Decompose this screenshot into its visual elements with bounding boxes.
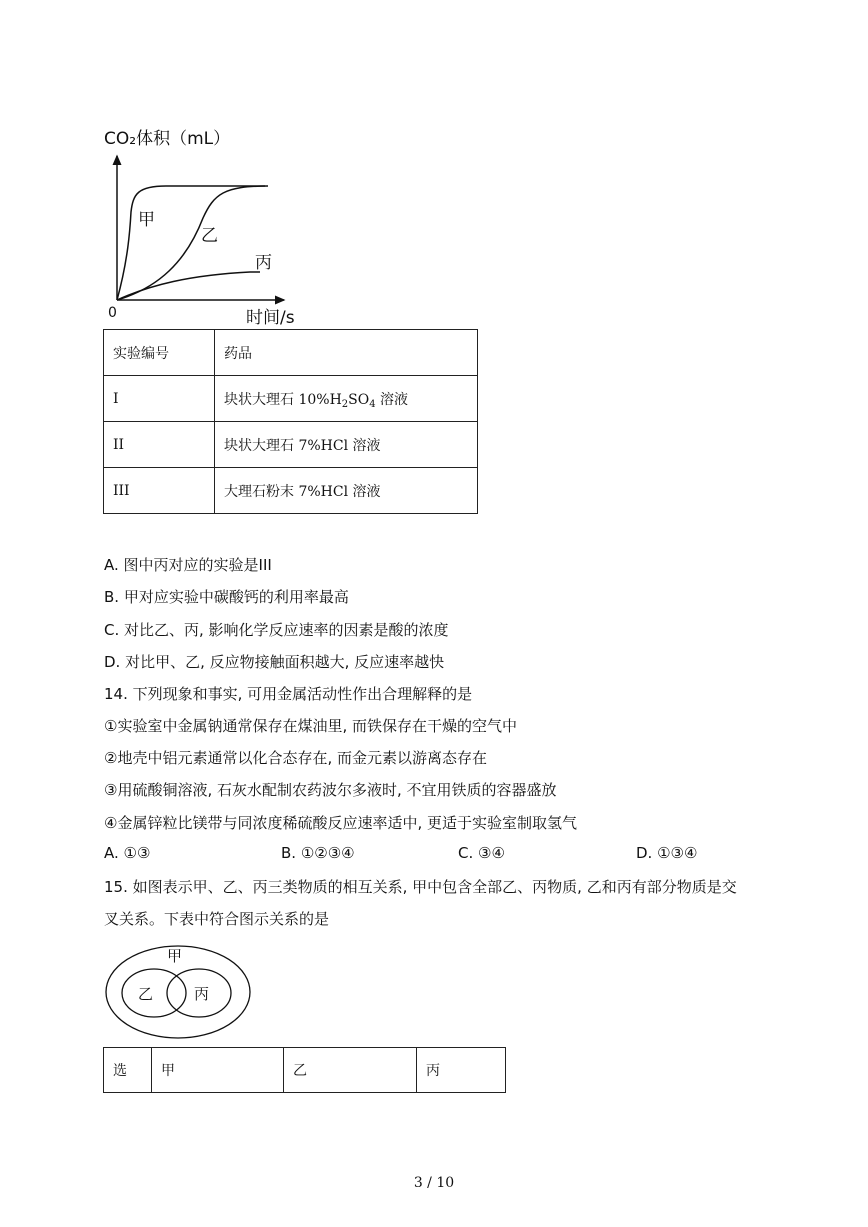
table-header-cell: 丙 — [417, 1048, 506, 1093]
table-cell: I — [104, 376, 215, 422]
subscript: 4 — [369, 398, 376, 410]
table-row — [104, 376, 478, 422]
venn-label-bing: 丙 — [194, 985, 210, 1003]
drug-text: 块状大理石 10%H — [224, 391, 342, 408]
q13-option-c: C. 对比乙、丙, 影响化学反应速率的因素是酸的浓度 — [104, 621, 449, 639]
table-header-cell: 选 — [104, 1048, 152, 1093]
q13-option-d: D. 对比甲、乙, 反应物接触面积越大, 反应速率越快 — [104, 653, 445, 671]
table-cell — [215, 376, 478, 422]
venn-diagram — [103, 940, 253, 1040]
q14-item-4: ④金属锌粒比镁带与同浓度稀硫酸反应速率适中, 更适于实验室制取氢气 — [104, 814, 577, 832]
y-axis-label: CO₂体积（mL） — [104, 129, 231, 149]
experiment-table — [103, 329, 478, 514]
table-cell: II — [104, 422, 215, 468]
table-cell: III — [104, 468, 215, 514]
q14-item-1: ①实验室中金属钠通常保存在煤油里, 而铁保存在干燥的空气中 — [104, 717, 517, 735]
q14-option-a: A. ①③ — [104, 844, 151, 862]
co2-volume-graph — [100, 120, 320, 330]
x-axis-label: 时间/s — [246, 308, 295, 328]
origin-label: 0 — [108, 305, 117, 321]
curve-label-bing: 丙 — [255, 253, 272, 273]
table-header-cell: 乙 — [284, 1048, 417, 1093]
table-row — [104, 330, 478, 376]
curve-label-jia: 甲 — [138, 210, 155, 230]
table-row — [104, 1048, 506, 1093]
q14-option-b: B. ①②③④ — [281, 844, 355, 862]
table-cell: 块状大理石 7%HCl 溶液 — [215, 422, 478, 468]
table-cell: 大理石粉末 7%HCl 溶液 — [215, 468, 478, 514]
drug-text: SO — [348, 391, 370, 408]
q13-option-a: A. 图中丙对应的实验是III — [104, 556, 272, 574]
q14-option-d: D. ①③④ — [636, 844, 698, 862]
table-row — [104, 468, 478, 514]
q14-stem: 14. 下列现象和事实, 可用金属活动性作出合理解释的是 — [104, 685, 473, 703]
curve-label-yi: 乙 — [201, 226, 218, 246]
table-header-cell: 药品 — [215, 330, 478, 376]
table-row — [104, 422, 478, 468]
venn-label-yi: 乙 — [138, 985, 154, 1003]
drug-text: 溶液 — [375, 391, 409, 408]
curve-bing — [117, 272, 260, 300]
curve-yi — [117, 186, 268, 300]
subscript: 2 — [341, 398, 349, 410]
q15-stem-line1: 15. 如图表示甲、乙、丙三类物质的相互关系, 甲中包含全部乙、丙物质, 乙和丙有部分物质是交 — [104, 878, 737, 896]
page-number: 3 / 10 — [413, 1175, 455, 1191]
q15-stem-line2: 叉关系。下表中符合图示关系的是 — [104, 910, 330, 928]
q14-item-2: ②地壳中铝元素通常以化合态存在, 而金元素以游离态存在 — [104, 749, 487, 767]
table-header-cell: 实验编号 — [104, 330, 215, 376]
q15-table — [103, 1047, 506, 1093]
q14-option-c: C. ③④ — [458, 844, 505, 862]
q14-item-3: ③用硫酸铜溶液, 石灰水配制农药波尔多液时, 不宜用铁质的容器盛放 — [104, 781, 557, 799]
venn-label-jia: 甲 — [167, 947, 183, 965]
table-header-cell: 甲 — [152, 1048, 284, 1093]
q13-option-b: B. 甲对应实验中碳酸钙的利用率最高 — [104, 588, 349, 606]
